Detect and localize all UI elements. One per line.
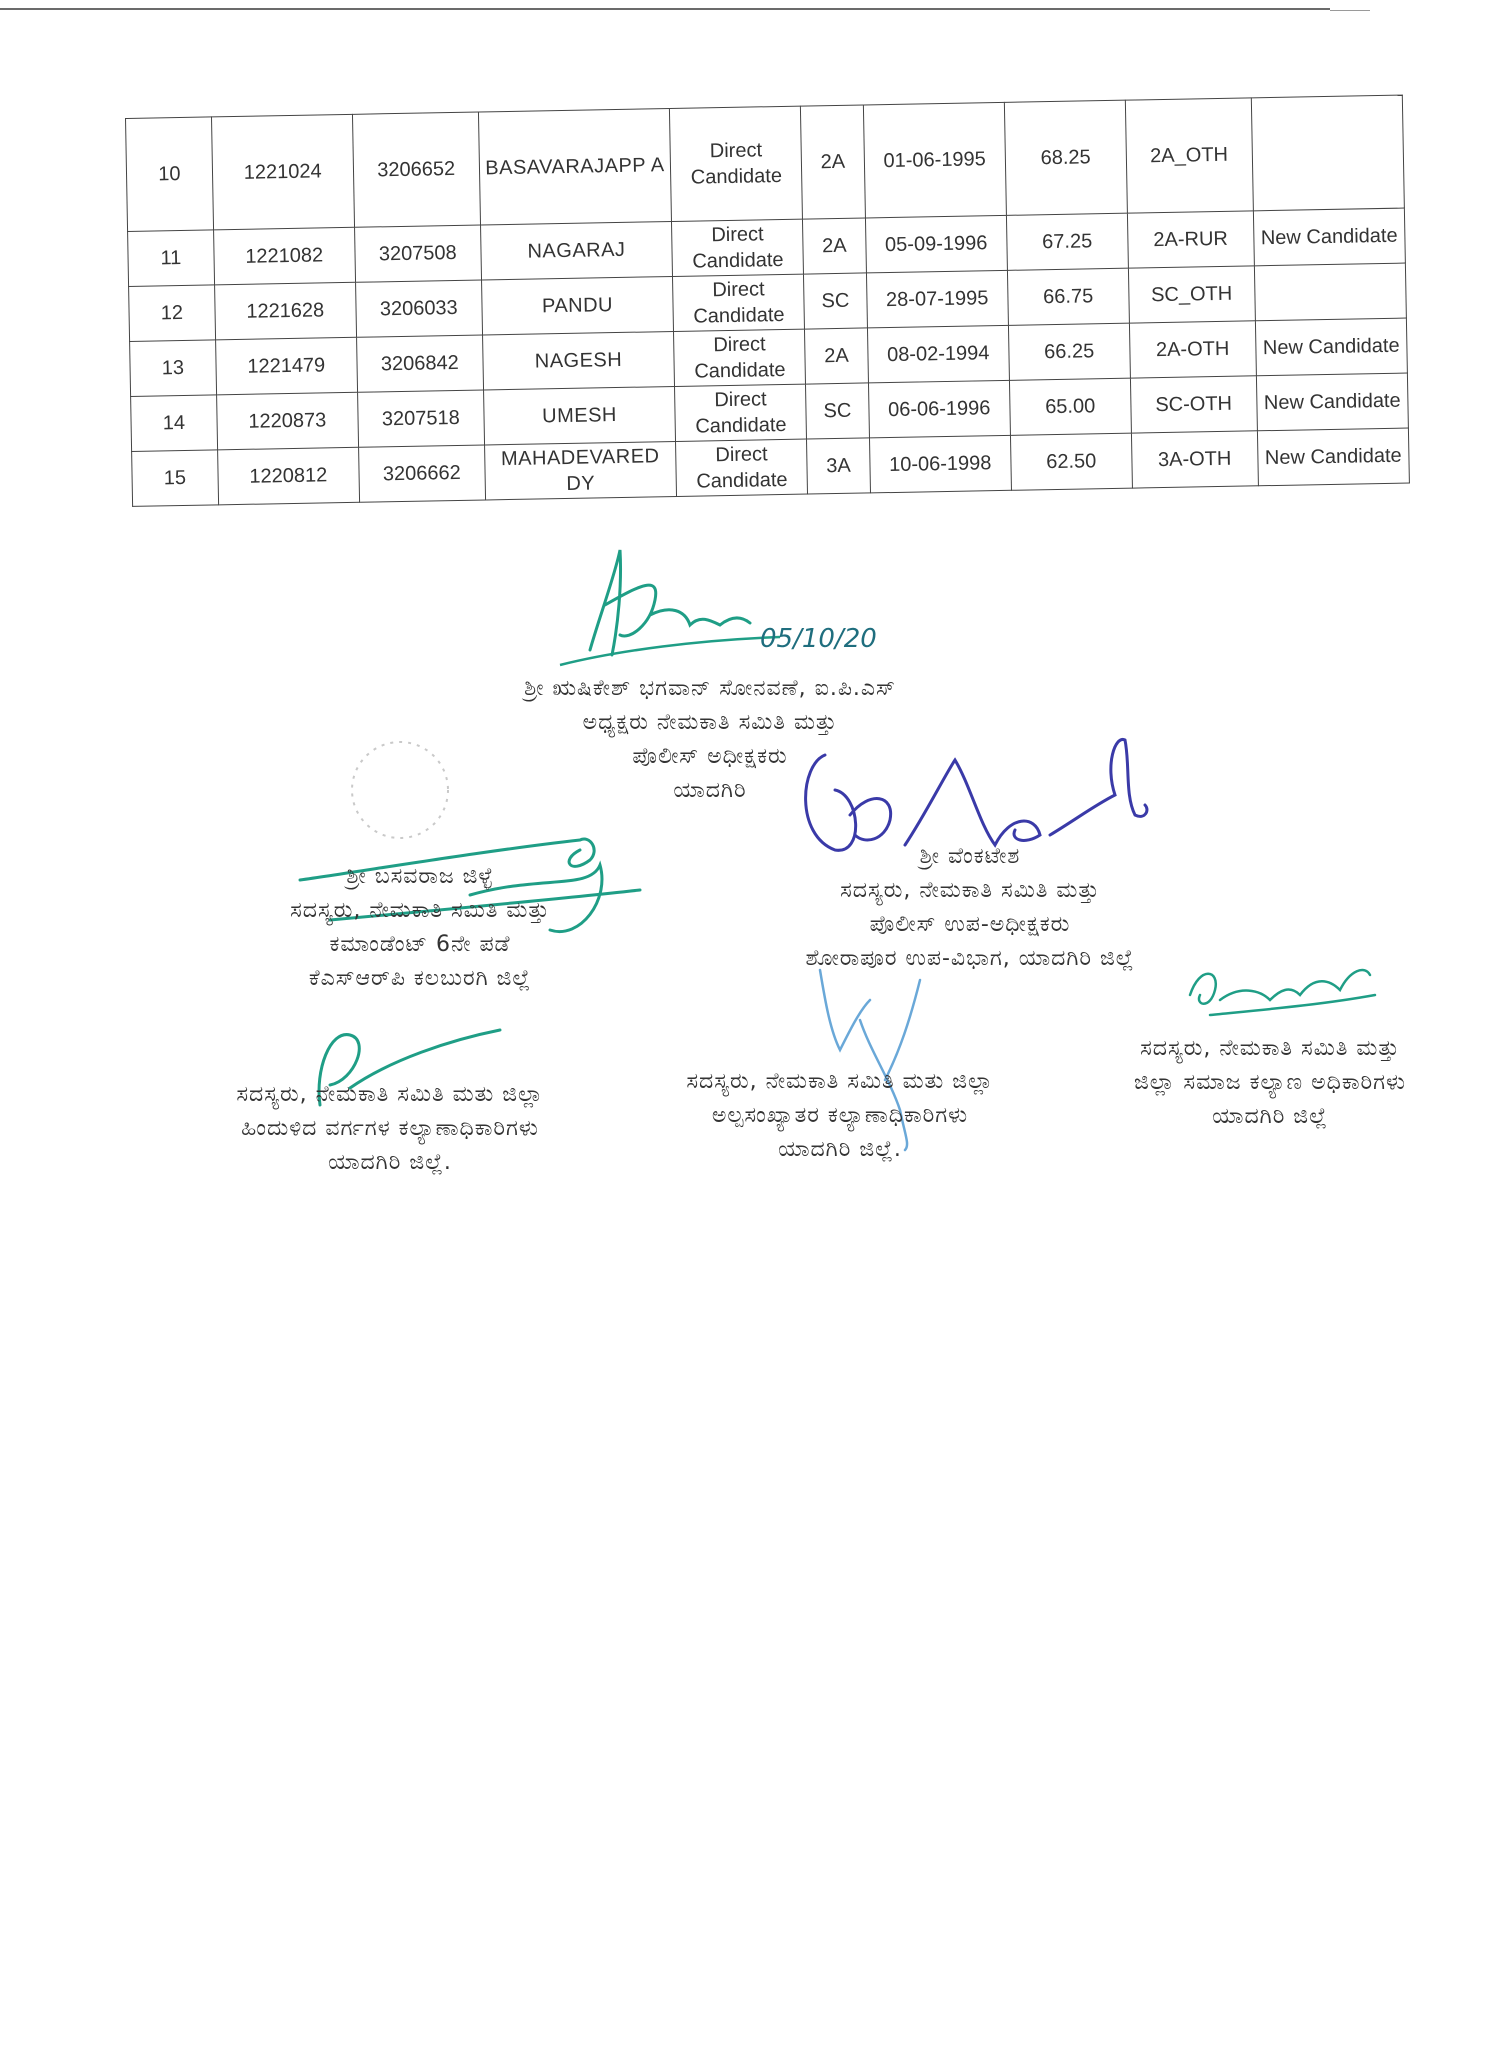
bottom-right-signature-mark xyxy=(1180,955,1380,1035)
chair-signature-date: 05/10/20 xyxy=(760,624,877,654)
bottom-right-designation: ಸದಸ್ಯರು, ನೇಮಕಾತಿ ಸಮಿತಿ ಮತ್ತು xyxy=(1140,1036,1400,1061)
cell-app: 3206842 xyxy=(356,335,483,392)
chair-place: ಯಾದಗಿರಿ xyxy=(673,778,747,803)
cell-cat: 2A xyxy=(801,105,866,219)
cell-remark: New Candidate xyxy=(1256,373,1408,431)
cell-marks: 65.00 xyxy=(1009,378,1131,435)
cell-app: 3207508 xyxy=(354,225,481,282)
cell-sl: 10 xyxy=(126,117,214,232)
member-right-designation: ಸದಸ್ಯರು, ನೇಮಕಾತಿ ಸಮಿತಿ ಮತ್ತು xyxy=(840,878,1100,903)
cell-dob: 05-09-1996 xyxy=(865,215,1007,273)
cell-marks: 68.25 xyxy=(1004,100,1127,215)
cell-name: MAHADEVARED DY xyxy=(484,441,676,499)
cell-marks: 66.75 xyxy=(1007,268,1129,325)
cell-reg: 1221024 xyxy=(211,114,354,230)
cell-app: 3207518 xyxy=(357,390,484,447)
cell-remark xyxy=(1254,263,1406,321)
chair-designation: ಅಧ್ಯಕ್ಷರು ನೇಮಕಾತಿ ಸಮಿತಿ ಮತ್ತು xyxy=(582,710,838,735)
cell-cat: 2A xyxy=(803,218,866,274)
cell-remark: New Candidate xyxy=(1257,428,1409,486)
cell-remark: New Candidate xyxy=(1253,208,1405,266)
cell-category: 2A_OTH xyxy=(1125,98,1253,213)
top-scan-rule-tail xyxy=(1330,10,1370,11)
chair-name: ಶ್ರೀ ಋಷಿಕೇಶ್ ಭಗವಾನ್ ಸೋನವಣೆ, ಐ.ಪಿ.ಎಸ್ xyxy=(524,676,896,701)
cell-category: 3A-OTH xyxy=(1131,431,1258,488)
cell-type: Direct Candidate xyxy=(674,329,806,386)
cell-name: UMESH xyxy=(483,386,675,444)
cell-reg: 1221628 xyxy=(214,282,356,340)
cell-type: Direct Candidate xyxy=(673,274,805,331)
cell-cat: SC xyxy=(804,273,867,329)
member-left-block xyxy=(200,860,640,996)
cell-remark: New Candidate xyxy=(1255,318,1407,376)
cell-app: 3206652 xyxy=(352,112,480,227)
cell-type: Direct Candidate xyxy=(675,384,807,441)
cell-sl: 15 xyxy=(132,450,219,507)
member-left-place: ಕೆಎಸ್‌ಆರ್‌ಪಿ ಕಲಬುರಗಿ ಜಿಲ್ಲೆ xyxy=(308,966,532,991)
cell-cat: 3A xyxy=(807,438,870,494)
bottom-left-place: ಯಾದಗಿರಿ ಜಿಲ್ಲೆ. xyxy=(328,1150,452,1175)
candidate-table-body xyxy=(126,95,1410,506)
cell-dob: 08-02-1994 xyxy=(867,325,1009,383)
cell-cat: 2A xyxy=(805,328,868,384)
chair-office: ಪೊಲೀಸ್ ಅಧೀಕ್ಷಕರು xyxy=(632,744,788,769)
cell-sl: 12 xyxy=(129,285,216,342)
bottom-right-block xyxy=(1070,1032,1470,1134)
cell-dob: 10-06-1998 xyxy=(869,435,1011,493)
cell-name: BASAVARAJAPP A xyxy=(478,109,672,225)
member-right-office: ಪೊಲೀಸ್ ಉಪ-ಅಧೀಕ್ಷಕರು xyxy=(869,912,1071,937)
cell-app: 3206033 xyxy=(355,280,482,337)
bottom-left-office: ಹಿಂದುಳಿದ ವರ್ಗಗಳ ಕಲ್ಯಾಣಾಧಿಕಾರಿಗಳು xyxy=(241,1116,539,1141)
cell-category: SC-OTH xyxy=(1130,376,1257,433)
bottom-middle-place: ಯಾದಗಿರಿ ಜಿಲ್ಲೆ. xyxy=(778,1137,902,1162)
cell-type: Direct Candidate xyxy=(676,439,808,496)
cell-sl: 13 xyxy=(130,340,217,397)
cell-name: NAGARAJ xyxy=(480,221,672,279)
bottom-right-office: ಜಿಲ್ಲಾ ಸಮಾಜ ಕಲ್ಯಾಣ ಅಧಿಕಾರಿಗಳು xyxy=(1134,1070,1406,1095)
cell-sl: 11 xyxy=(128,230,215,287)
cell-type: Direct Candidate xyxy=(672,219,804,276)
member-left-office: ಕಮಾಂಡೆಂಟ್ 6ನೇ ಪಡೆ xyxy=(329,932,511,957)
cell-category: SC_OTH xyxy=(1128,266,1255,323)
bottom-left-block xyxy=(160,1078,620,1180)
member-right-place: ಶೋರಾಪೂರ ಉಪ-ವಿಭಾಗ, ಯಾದಗಿರಿ ಜಿಲ್ಲೆ xyxy=(805,946,1135,971)
cell-category: 2A-RUR xyxy=(1127,211,1254,268)
bottom-middle-designation: ಸದಸ್ಯರು, ನೇಮಕಾತಿ ಸಮಿತಿ ಮತು ಜಿಲ್ಲಾ xyxy=(686,1069,994,1094)
bottom-middle-block xyxy=(620,1065,1060,1167)
member-left-name: ಶ್ರೀ ಬಸವರಾಜ ಜಿಳ್ಳೆ xyxy=(346,864,494,889)
candidate-table xyxy=(125,95,1410,507)
candidate-table-container xyxy=(125,95,1410,507)
cell-category: 2A-OTH xyxy=(1129,321,1256,378)
bottom-left-designation: ಸದಸ್ಯರು, ನೇಮಕಾತಿ ಸಮಿತಿ ಮತು ಜಿಲ್ಲಾ xyxy=(236,1082,544,1107)
cell-name: NAGESH xyxy=(482,331,674,389)
top-scan-rule xyxy=(0,8,1330,10)
bottom-middle-office: ಅಲ್ಪಸಂಖ್ಯಾತರ ಕಲ್ಯಾಣಾಧಿಕಾರಿಗಳು xyxy=(711,1103,969,1128)
cell-dob: 28-07-1995 xyxy=(866,270,1008,328)
member-right-name: ಶ್ರೀ ವೆಂಕಟೇಶ xyxy=(919,844,1021,869)
member-left-designation: ಸದಸ್ಯರು, ನೇಮಕಾತಿ ಸಮಿತಿ ಮತ್ತು xyxy=(290,898,550,923)
cell-remark xyxy=(1251,95,1404,211)
chair-signature-mark xyxy=(560,545,880,665)
cell-marks: 66.25 xyxy=(1008,323,1130,380)
cell-marks: 62.50 xyxy=(1010,433,1132,490)
cell-dob: 06-06-1996 xyxy=(868,380,1010,438)
cell-reg: 1220873 xyxy=(216,392,358,450)
cell-marks: 67.25 xyxy=(1006,213,1128,270)
cell-app: 3206662 xyxy=(358,445,485,502)
cell-dob: 01-06-1995 xyxy=(863,102,1006,218)
cell-reg: 1221479 xyxy=(215,337,357,395)
cell-name: PANDU xyxy=(481,276,673,334)
cell-sl: 14 xyxy=(131,395,218,452)
cell-reg: 1221082 xyxy=(213,227,355,285)
cell-type: Direct Candidate xyxy=(670,106,803,221)
member-right-block xyxy=(700,840,1240,976)
cell-reg: 1220812 xyxy=(217,447,359,505)
bottom-right-place: ಯಾದಗಿರಿ ಜಿಲ್ಲೆ xyxy=(1212,1104,1328,1129)
cell-cat: SC xyxy=(806,383,869,439)
